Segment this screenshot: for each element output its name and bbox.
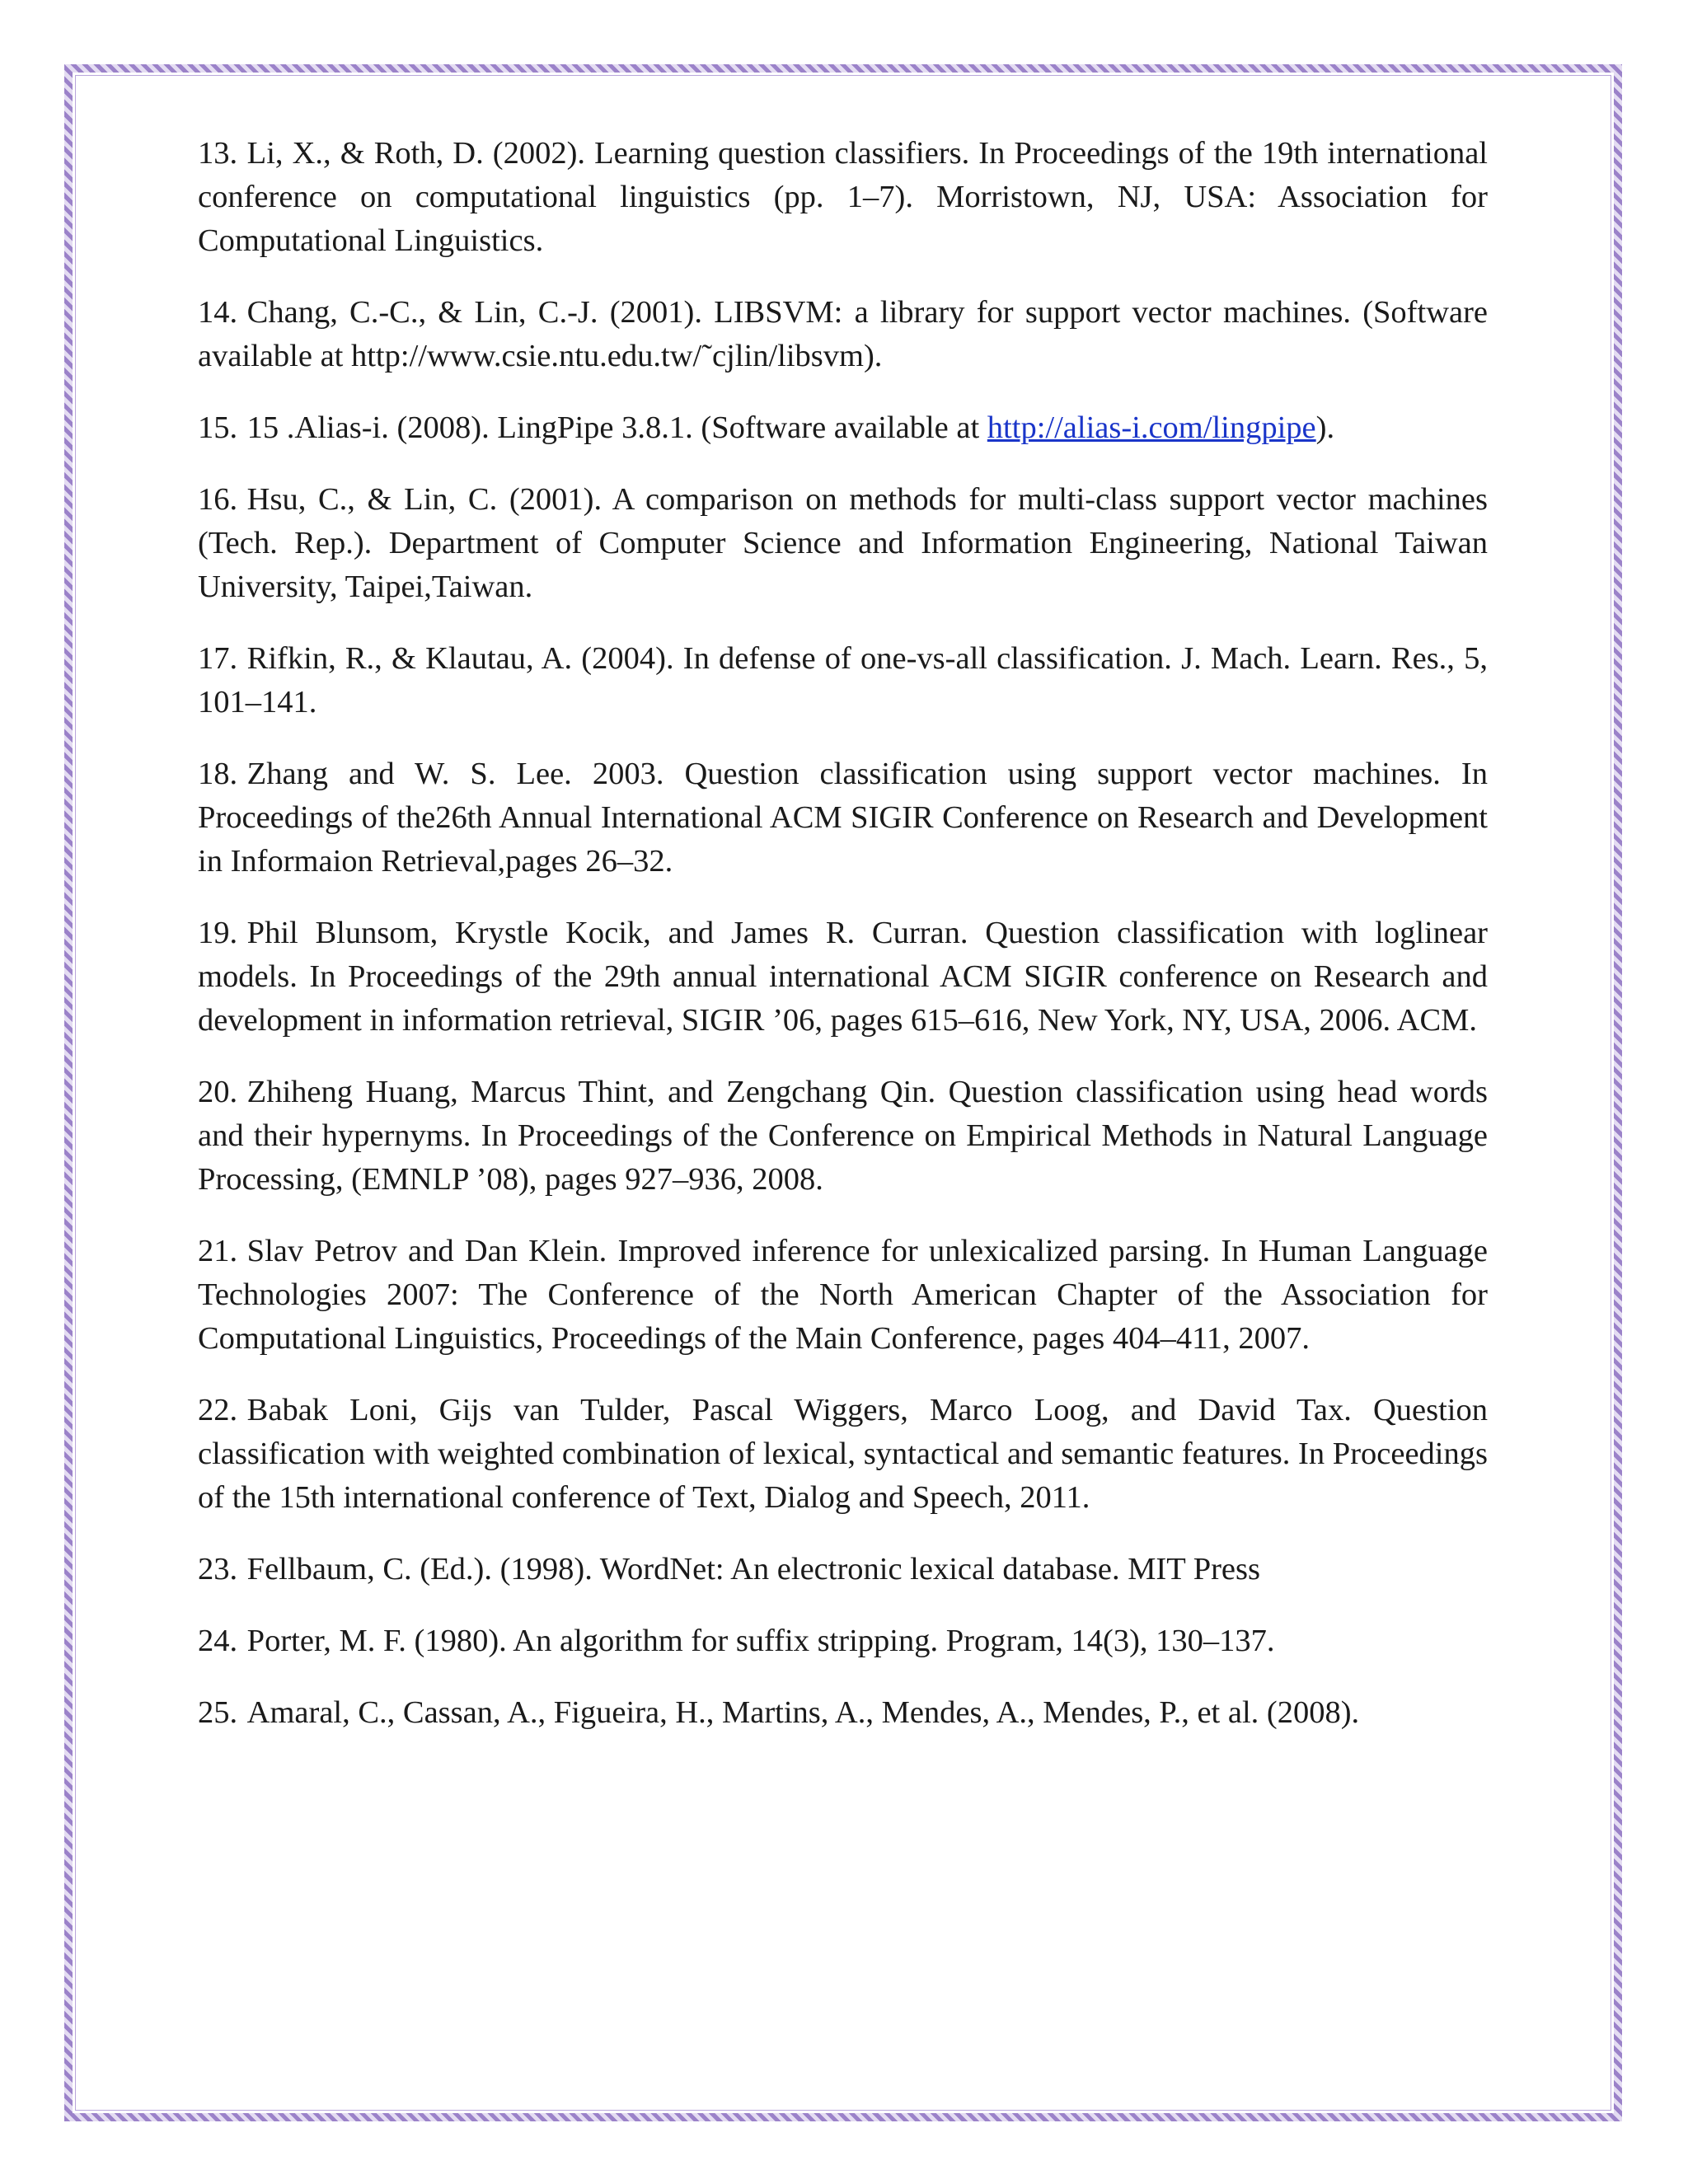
reference-text: Slav Petrov and Dan Klein. Improved inference for unlexicalized parsing. In Human Language Technologies 2007: The Conference of the North American Chapter of the Association for Computational Linguistics, Proceedings of the Main Conference, pages 404–411, 2007. (198, 1234, 1488, 1356)
reference-list (198, 132, 1488, 1763)
reference-text: Porter, M. F. (1980). An algorithm for suffix stripping. Program, 14(3), 130–137. (246, 1624, 1275, 1658)
reference-number: 25. (198, 1695, 238, 1730)
reference-item (198, 1071, 1488, 1202)
reference-text: Hsu, C., & Lin, C. (2001). A comparison on methods for multi-class support vector machines (Tech. Rep.). Department of Computer Science and Information Engineering, National Taiwan University, Taipei,Taiwan. (198, 482, 1488, 604)
reference-text: 15 .Alias-i. (2008). LingPipe 3.8.1. (Software available at (246, 410, 987, 445)
reference-number: 18. (198, 757, 238, 791)
reference-item (198, 637, 1488, 724)
reference-number: 15. (198, 410, 238, 445)
reference-item (198, 1691, 1488, 1735)
reference-number: 13. (198, 136, 238, 171)
reference-text: Zhang and W. S. Lee. 2003. Question classification using support vector machines. In Proceedings of the26th Annual International ACM SIGIR Conference on Research and Development in Informaion Retrieval,pages 26–32. (198, 757, 1488, 879)
reference-item (198, 406, 1488, 450)
reference-text: Rifkin, R., & Klautau, A. (2004). In defense of one-vs-all classification. J. Mach. Learn. Res., 5, 101–141. (198, 641, 1488, 719)
reference-item (198, 478, 1488, 609)
reference-text: Phil Blunsom, Krystle Kocik, and James R. Curran. Question classification with loglinear models. In Proceedings of the 29th annual international ACM SIGIR conference on Research and development in information retrieval, SIGIR ’06, pages 615–616, New York, NY, USA, 2006. ACM. (198, 916, 1488, 1038)
reference-item (198, 291, 1488, 378)
reference-number: 20. (198, 1075, 238, 1109)
reference-number: 17. (198, 641, 238, 676)
reference-text: Fellbaum, C. (Ed.). (1998). WordNet: An electronic lexical database. MIT Press (246, 1552, 1260, 1586)
reference-text: Babak Loni, Gijs van Tulder, Pascal Wiggers, Marco Loog, and David Tax. Question classification with weighted combination of lexical, syntactical and semantic features. In Proceedings of the 15th international conference of Text, Dialog and Speech, 2011. (198, 1393, 1488, 1515)
reference-item (198, 132, 1488, 263)
reference-item (198, 1548, 1488, 1591)
reference-item (198, 752, 1488, 883)
lingpipe-link[interactable]: http://alias-i.com/lingpipe (987, 410, 1316, 445)
reference-number: 24. (198, 1624, 238, 1658)
reference-number: 22. (198, 1393, 238, 1427)
reference-number: 16. (198, 482, 238, 517)
reference-text: Chang, C.-C., & Lin, C.-J. (2001). LIBSVM: a library for support vector machines. (Software available at http://www.csie.ntu.edu.tw/˜cjlin/libsvm). (198, 295, 1488, 373)
reference-text: Amaral, C., Cassan, A., Figueira, H., Martins, A., Mendes, A., Mendes, P., et al. (2008). (246, 1695, 1360, 1730)
reference-number: 14. (198, 295, 238, 330)
reference-number: 19. (198, 916, 238, 950)
reference-item (198, 912, 1488, 1043)
reference-item (198, 1230, 1488, 1361)
reference-item (198, 1619, 1488, 1663)
reference-text-end: ). (1315, 410, 1335, 445)
reference-item (198, 1389, 1488, 1520)
reference-number: 21. (198, 1234, 238, 1268)
reference-text: Li, X., & Roth, D. (2002). Learning question classifiers. In Proceedings of the 19th international conference on computational linguistics (pp. 1–7). Morristown, NJ, USA: Association for Computational Linguistics. (198, 136, 1488, 258)
reference-text: Zhiheng Huang, Marcus Thint, and Zengchang Qin. Question classification using head words and their hypernyms. In Proceedings of the Conference on Empirical Methods in Natural Language Processing, (EMNLP ’08), pages 927–936, 2008. (198, 1075, 1488, 1197)
reference-number: 23. (198, 1552, 238, 1586)
